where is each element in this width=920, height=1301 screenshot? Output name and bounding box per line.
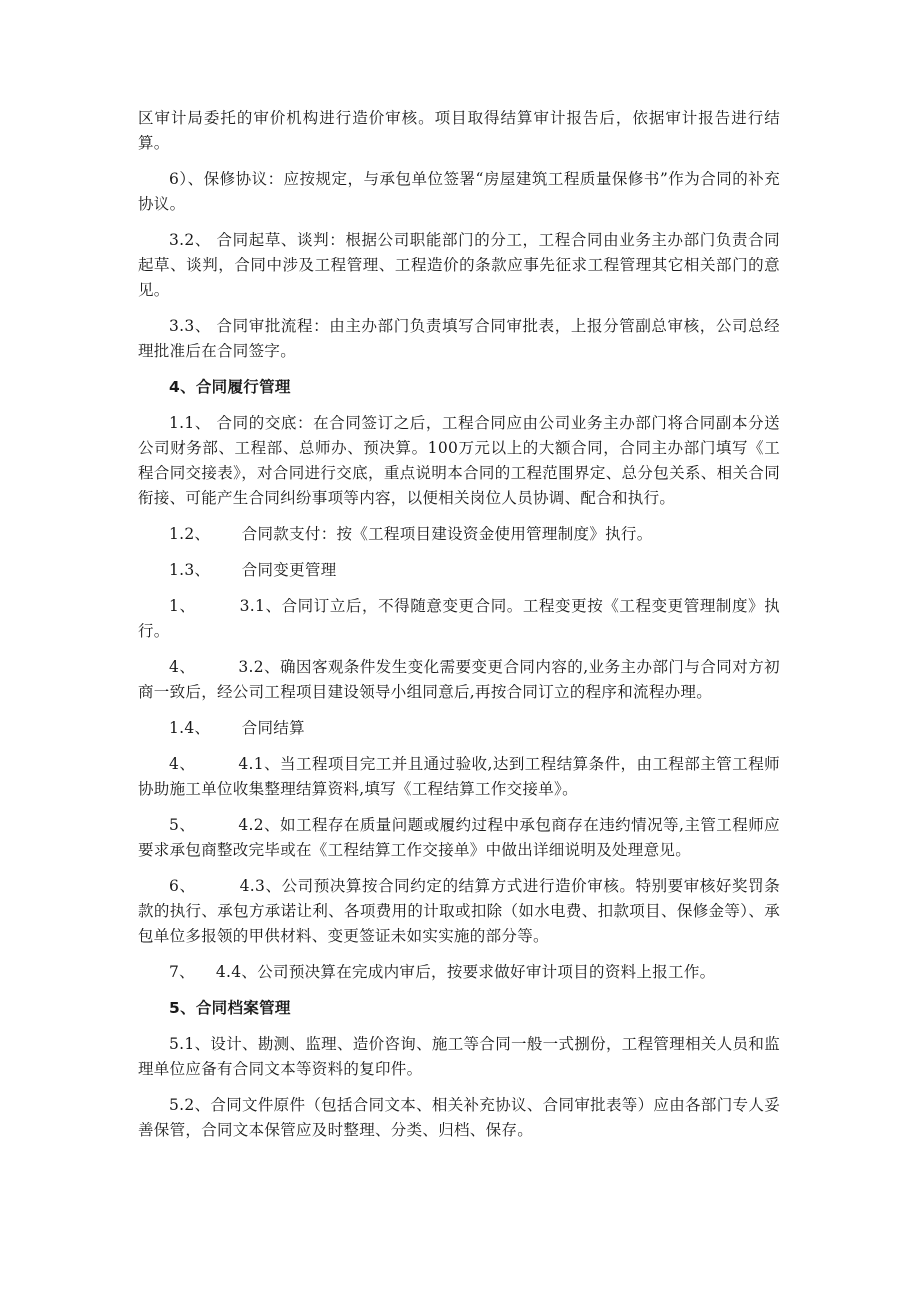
paragraph-payment: 1.2、 合同款支付：按《工程项目建设资金使用管理制度》执行。 xyxy=(169,525,653,543)
paragraph-settlement-4-2: 5、 4.2、如工程存在质量问题或履约过程中承包商存在违约情况等,主管工程师应要求承包商整改完毕或在《工程结算工作交接单》中做出详细说明及处理意见。 xyxy=(138,816,780,859)
paragraph-approval-flow: 3.3、 合同审批流程：由主办部门负责填写合同审批表，上报分管副总审核，公司总经理批准后在合同签字。 xyxy=(138,317,780,360)
paragraph-audit-settlement: 区审计局委托的审价机构进行造价审核。项目取得结算审计报告后，依据审计报告进行结算。 xyxy=(138,109,780,152)
paragraph-contract-handover: 1.1、 合同的交底：在合同签订之后，工程合同应由公司业务主办部门将合同副本分送公司财务部、工程部、总师办、预决算。100万元以上的大额合同，合同主办部门填写《工程合同交接表》，对合同进行交底，重点说明本合同的工程范围界定、总分包关系、相关合同衔接、可能产生合同纠纷事项等内容，以便相关岗位人员协调、配合和执行。 xyxy=(138,414,780,507)
section-heading-contract-performance: 4、合同履行管理 xyxy=(169,378,291,396)
paragraph-settlement-4-3: 6、 4.3、公司预决算按合同约定的结算方式进行造价审核。特别要审核好奖罚条款的执行、承包方承诺让利、各项费用的计取或扣除（如水电费、扣款项目、保修金等）、承包单位多报领的甲供材料、变更签证未如实实施的部分等。 xyxy=(138,877,780,945)
section-heading-archive-management: 5、合同档案管理 xyxy=(169,999,291,1017)
paragraph-change-3-2: 4、 3.2、确因客观条件发生变化需要变更合同内容的,业务主办部门与合同对方初商一致后，经公司工程项目建设领导小组同意后,再按合同订立的程序和流程办理。 xyxy=(138,658,780,701)
document-page xyxy=(138,106,780,1154)
paragraph-change-3-1: 1、 3.1、合同订立后，不得随意变更合同。工程变更按《工程变更管理制度》执行。 xyxy=(138,597,780,640)
paragraph-settlement-4-1: 4、 4.1、当工程项目完工并且通过验收,达到工程结算条件，由工程部主管工程师协助施工单位收集整理结算资料,填写《工程结算工作交接单》。 xyxy=(138,755,780,798)
paragraph-settlement: 1.4、 合同结算 xyxy=(169,719,305,737)
paragraph-settlement-4-4: 7、 4.4、公司预决算在完成内审后，按要求做好审计项目的资料上报工作。 xyxy=(169,963,716,981)
paragraph-contract-drafting: 3.2、 合同起草、谈判：根据公司职能部门的分工，工程合同由业务主办部门负责合同起草、谈判，合同中涉及工程管理、工程造价的条款应事先征求工程管理其它相关部门的意见。 xyxy=(138,231,780,299)
paragraph-archive-5-2: 5.2、合同文件原件（包括合同文本、相关补充协议、合同审批表等）应由各部门专人妥善保管，合同文本保管应及时整理、分类、归档、保存。 xyxy=(138,1096,780,1139)
paragraph-change-management: 1.3、 合同变更管理 xyxy=(169,561,337,579)
paragraph-archive-5-1: 5.1、设计、勘测、监理、造价咨询、施工等合同一般一式捌份，工程管理相关人员和监理单位应备有合同文本等资料的复印件。 xyxy=(138,1035,780,1078)
paragraph-warranty-agreement: 6）、保修协议：应按规定，与承包单位签署“房屋建筑工程质量保修书”作为合同的补充协议。 xyxy=(138,170,780,213)
